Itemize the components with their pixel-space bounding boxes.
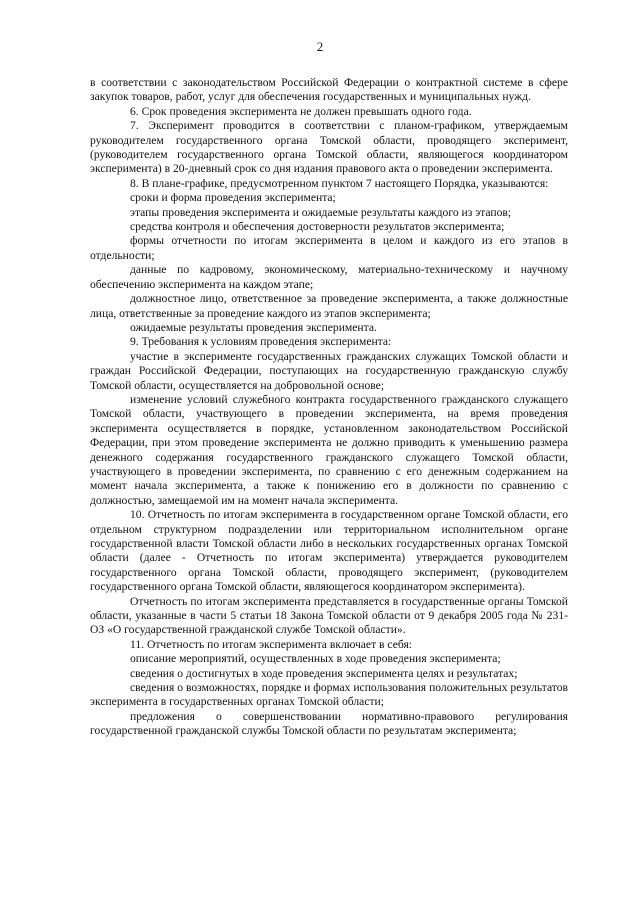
paragraph: этапы проведения эксперимента и ожидаемые результаты каждого из этапов; xyxy=(130,205,512,219)
paragraph: данные по кадровому, экономическому, материально-техническому и научному обеспечению эксперимента на каждом этапе; xyxy=(90,263,568,291)
paragraph: предложения о совершенствовании нормативно-правового регулирования государственной гражданской службы Томской области по результатам эксперимента; xyxy=(90,709,568,738)
paragraph: 9. Требования к условиям проведения эксперимента: xyxy=(130,335,392,349)
paragraph: 7. Эксперимент проводится в соответствии с планом-графиком, утверждаемым руководителем государственного органа Томской области, проводящего эксперимент, (руководителем государственного органа Томской области, являющегося координатором эксперимента) в 20-дневный срок со дня издания правового акта о проведении эксперимента. xyxy=(90,119,568,176)
paragraph: ожидаемые результаты проведения эксперимента. xyxy=(130,320,377,334)
paragraph: изменение условий служебного контракта государственного гражданского служащего Томской области, участвующего в проведении эксперимента, на время проведения эксперимента осуществляется в порядке, установленном законодательством Российской Федерации, при этом проведение эксперимента не должно приводить к уменьшению размера денежного содержания государственного гражданского служащего Томской области, участвующего в проведении эксперимента, по сравнению с его денежным содержанием на момент начала эксперимента, а также к понижению его в должности по сравнению с должностью, замещаемой им на момент начала эксперимента. xyxy=(90,392,568,507)
paragraph: должностное лицо, ответственное за проведение эксперимента, а также должностные лица, ответственные за проведение каждого из этапов эксперимента; xyxy=(90,292,568,320)
paragraph: в соответствии с законодательством Российской Федерации о контрактной системе в сфере закупок товаров, работ, услуг для обеспечения государственных и муниципальных нужд. xyxy=(90,76,568,104)
paragraph: участие в эксперименте государственных гражданских служащих Томской области и граждан Российской Федерации, поступающих на государственную гражданскую службу Томской области, осуществляется на добровольной основе; xyxy=(90,349,568,392)
paragraph: Отчетность по итогам эксперимента представляется в государственные органы Томской области, указанные в части 5 статьи 18 Закона Томской области от 9 декабря 2005 года № 231-ОЗ «О государственной гражданской службе Томской области». xyxy=(90,594,568,637)
page-number: 2 xyxy=(316,39,324,54)
paragraph: сведения о возможностях, порядке и формах использования положительных результатов эксперимента в государственных органах Томской области; xyxy=(90,681,568,709)
paragraph: сроки и форма проведения эксперимента; xyxy=(130,191,336,205)
paragraph: 6. Срок проведения эксперимента не должен превышать одного года. xyxy=(130,104,472,118)
paragraph: 8. В плане-графике, предусмотренном пунктом 7 настоящего Порядка, указываются: xyxy=(130,176,549,190)
paragraph: описание мероприятий, осуществленных в ходе проведения эксперимента; xyxy=(130,652,501,666)
paragraph: сведения о достигнутых в ходе проведения эксперимента целях и результатах; xyxy=(130,666,518,680)
paragraph: 10. Отчетность по итогам эксперимента в государственном органе Томской области, его отдельном структурном подразделении или территориальном исполнительном органе государственной власти Томской области либо в нескольких государственных органах Томской области (далее - Отчетность по итогам эксперимента) утверждается руководителем государственного органа Томской области, проводящего эксперимент, (руководителем государственного органа Томской области, являющегося координатором эксперимента). xyxy=(90,508,568,594)
paragraph: средства контроля и обеспечения достоверности результатов эксперимента; xyxy=(130,220,505,234)
paragraph: формы отчетности по итогам эксперимента в целом и каждого из его этапов в отдельности; xyxy=(90,234,568,262)
document-body xyxy=(90,76,568,739)
paragraph: 11. Отчетность по итогам эксперимента включает в себя: xyxy=(130,637,413,651)
